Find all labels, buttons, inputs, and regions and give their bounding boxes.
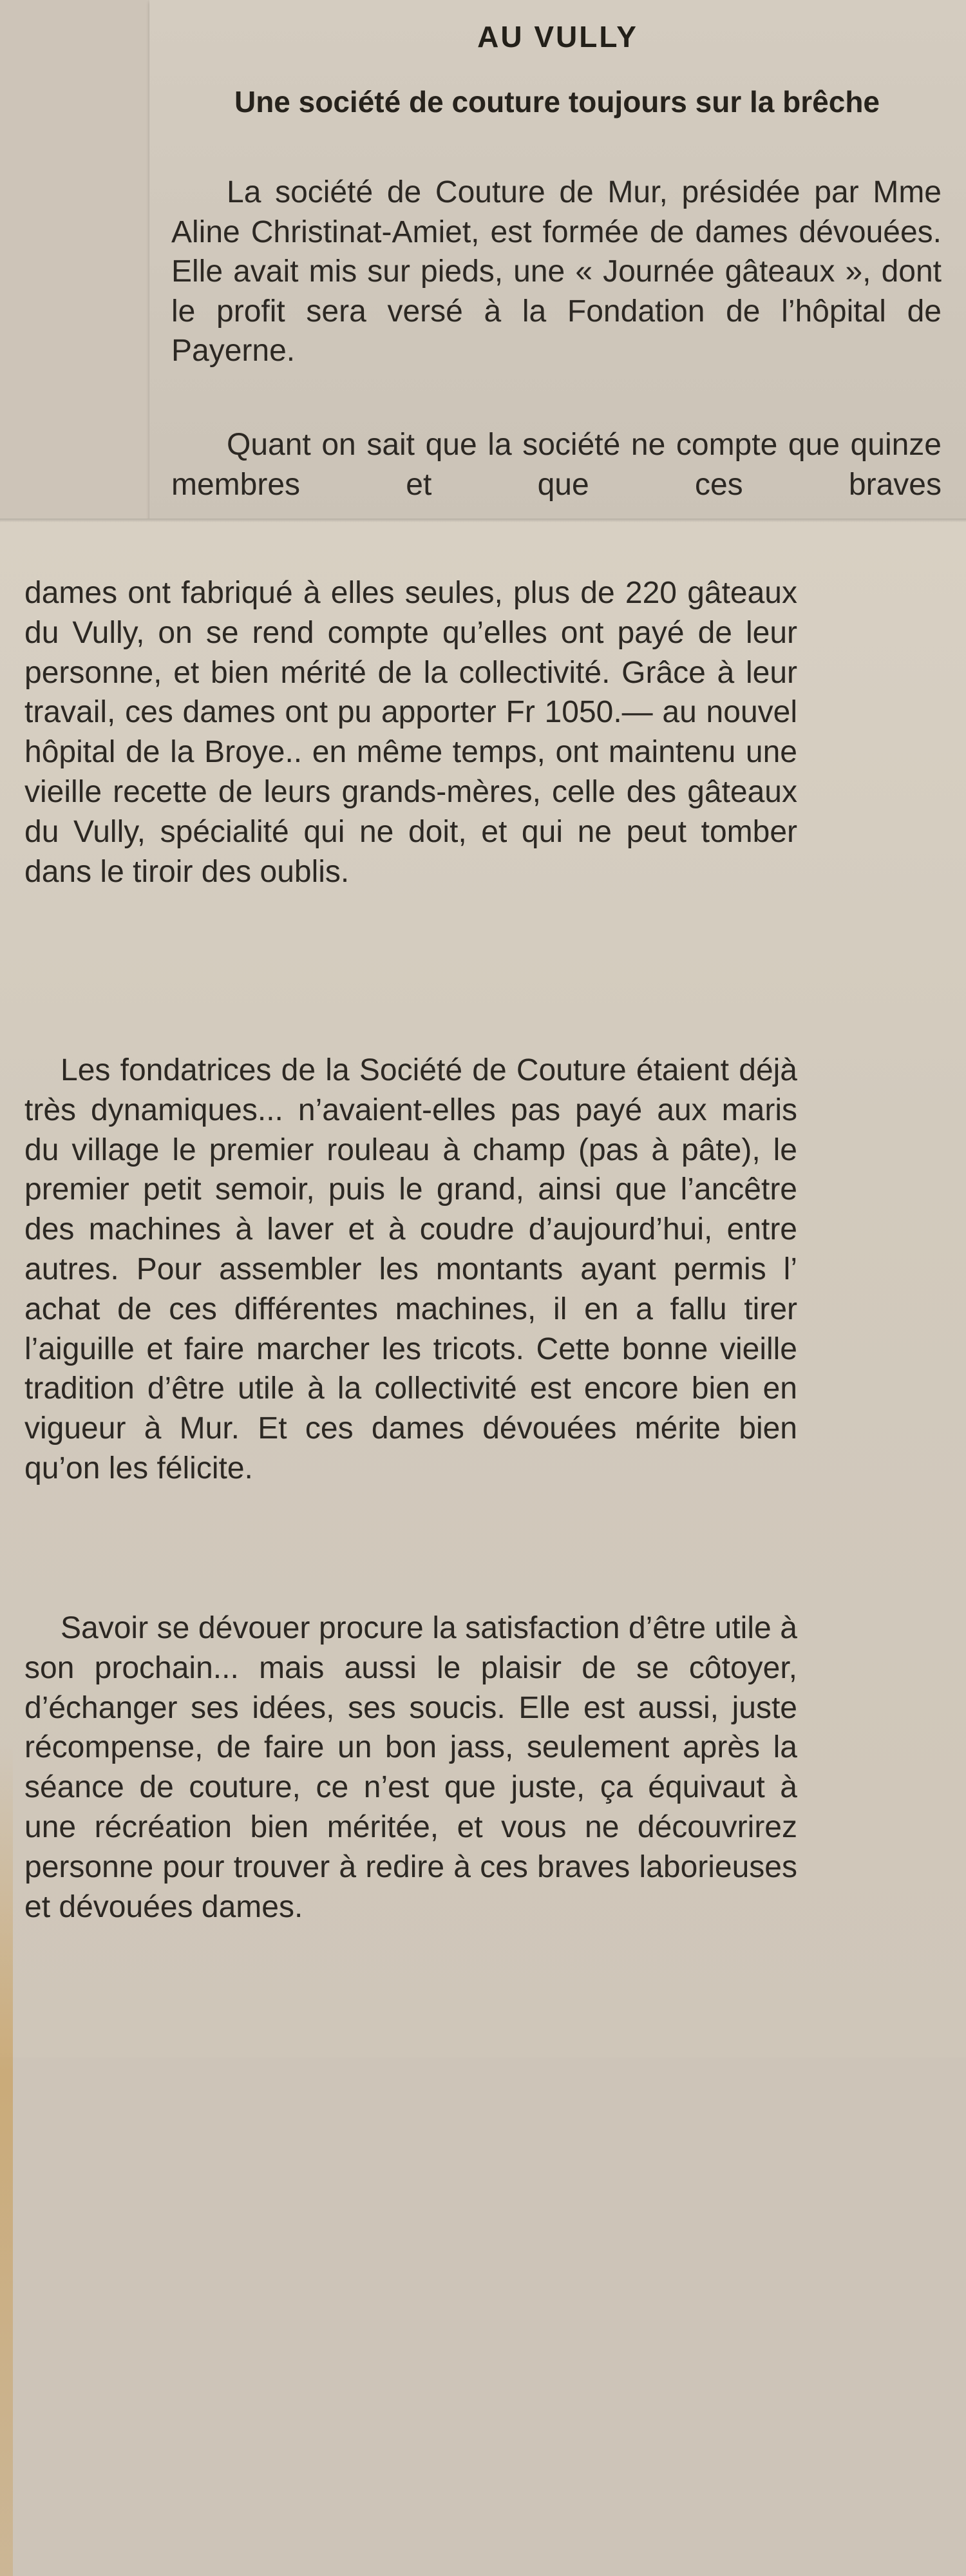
article-heading: AU VULLY [477, 20, 638, 53]
paragraph-2-start: Quant on sait que la société ne compte que quinze membres et que ces braves [171, 428, 942, 502]
article-subheading: Une société de couture toujours sur la brêche [234, 85, 880, 119]
paper-stain [0, 1742, 13, 2576]
paragraph-2-end: dames ont fabriqué à elles seules, plus de 220 gâteaux du Vully, on se rend compte qu’elles ont payé de leur personne, et bien mérité de la collectivité. Grâce à leur travail, ces dames ont pu apporter Fr 1050.— au nouvel hôpital de la Broye.. en même temps, ont maintenu une vieille recette de leurs grands-mères, celle des gâteaux du Vully, spécialité qui ne doit, et qui ne peut tomber dans le tiroir des oublis. [24, 576, 797, 889]
paragraph-3: Les fondatrices de la Société de Couture étaient déjà très dynamiques... n’avaient-elles pas payé aux maris du village le premier rouleau à champ (pas à pâte), le premier petit semoir, puis le grand, ainsi que l’ancêtre des machines à laver et à coudre d’aujourd’hui, entre autres. Pour assembler les montants ayant permis l’ achat de ces différentes machines, il en a fallu tirer l’aiguille et faire marcher les tricots. Cette bonne vieille tradition d’être utile à la collectivité est encore bien en vigueur à Mur. Et ces dames dévouées mérite bien qu’on les félicite. [24, 1053, 797, 1485]
paragraph-4: Savoir se dévouer procure la satisfaction d’être utile à son prochain... mais aussi le plaisir de se côtoyer, d’échanger ses idées, ses soucis. Elle est aussi, juste récompense, de faire un bon jass, seulement après la séance de couture, ce n’est que juste, ça équivaut à une récréation bien méritée, et vous ne découvrirez personne pour trouver à redire à ces braves laborieuses et dévouées dames. [24, 1611, 797, 1924]
paragraph-1: La société de Couture de Mur, présidée par Mme Aline Christinat-Amiet, est formée de dames dévouées. Elle avait mis sur pieds, une « Journée gâteaux », dont le profit sera versé à la Fondation de l’hôpital de Payerne. [171, 175, 942, 368]
